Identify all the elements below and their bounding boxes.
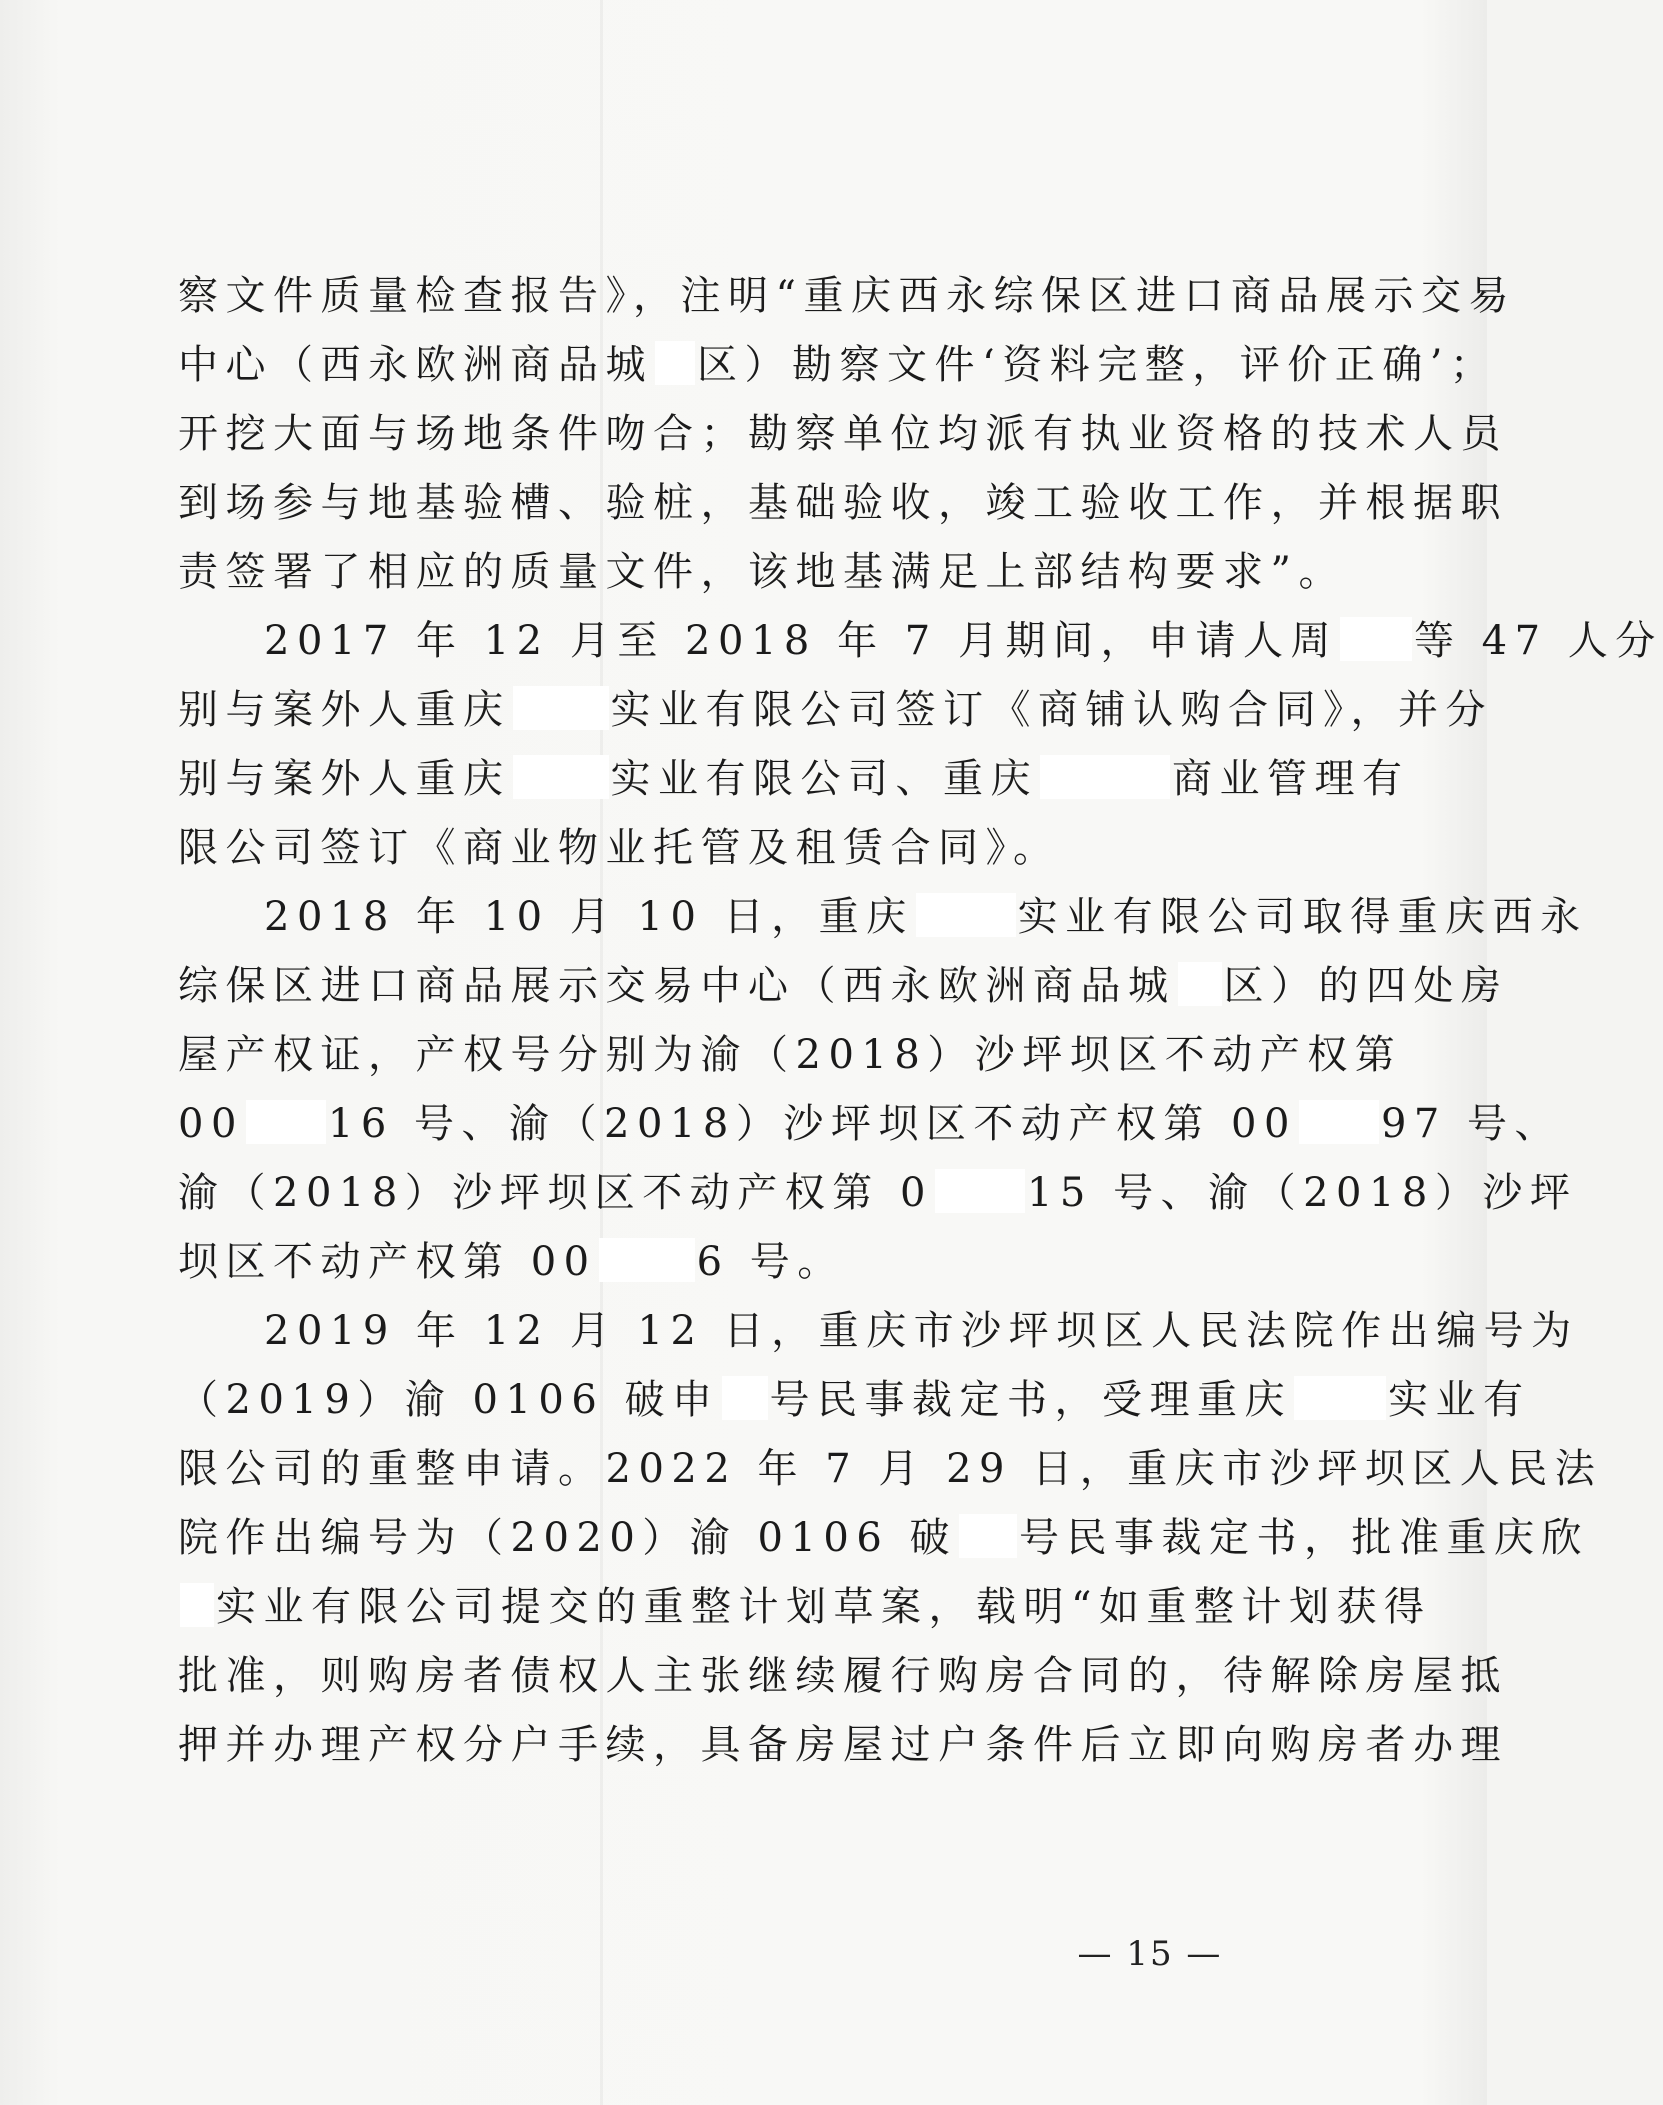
redaction-block <box>935 1169 1025 1213</box>
text-segment: 实业有限公司取得重庆西永 <box>1017 894 1588 940</box>
text-segment: 区）的四处房 <box>1223 963 1509 1009</box>
text-line <box>178 676 1493 745</box>
text-segment: 实业有限公司签订《商铺认购合同》，并分 <box>610 687 1493 733</box>
redaction-block <box>513 755 609 799</box>
redaction-block <box>655 341 695 385</box>
text-line <box>178 1159 1578 1228</box>
text-segment: 2019 年 12 月 12 日，重庆市沙坪坝区人民法院作出编号为 <box>264 1308 1579 1354</box>
redaction-block <box>1294 1376 1386 1420</box>
document-body <box>178 262 1663 1780</box>
text-line <box>178 745 1410 814</box>
text-segment: 6 号。 <box>696 1239 845 1285</box>
redaction-block <box>1340 617 1412 661</box>
text-line <box>178 1021 1403 1090</box>
text-segment: 区）勘察文件‘资料完整，评价正确’； <box>697 342 1498 388</box>
text-line <box>178 952 1509 1021</box>
text-segment: 实业有限公司、重庆 <box>610 756 1038 802</box>
text-segment: 院作出编号为（2020）渝 0106 破 <box>178 1515 958 1561</box>
text-segment: 别与案外人重庆 <box>178 687 511 733</box>
text-segment: 号民事裁定书，受理重庆 <box>769 1377 1293 1423</box>
redaction-block <box>722 1376 768 1420</box>
text-line <box>178 262 1516 331</box>
text-segment: 97 号、 <box>1380 1101 1563 1147</box>
text-segment: 限公司签订《商业物业托管及租赁合同》。 <box>178 825 1061 871</box>
text-line <box>178 1228 1308 1297</box>
text-segment: 到场参与地基验槽、验桩，基础验收，竣工验收工作，并根据职 <box>178 480 1508 526</box>
text-line <box>178 1297 1579 1366</box>
text-line <box>178 814 1308 883</box>
text-segment: 押并办理产权分户手续，具备房屋过户条件后立即向购房者办理 <box>178 1722 1508 1768</box>
text-segment: 限公司的重整申请。2022 年 7 月 29 日，重庆市沙坪坝区人民法 <box>178 1446 1603 1492</box>
text-segment: 渝（2018）沙坪坝区不动产权第 0 <box>178 1170 933 1216</box>
text-line <box>178 400 1508 469</box>
text-segment: 号民事裁定书，批准重庆欣 <box>1019 1515 1590 1561</box>
redaction-block <box>246 1100 326 1144</box>
redaction-block <box>916 893 1016 937</box>
text-segment: 批准，则购房者债权人主张继续履行购房合同的，待解除房屋抵 <box>178 1653 1508 1699</box>
text-segment: 15 号、渝（2018）沙坪 <box>1026 1170 1578 1216</box>
text-line <box>178 1435 1603 1504</box>
text-segment: 坝区不动产权第 00 <box>178 1239 597 1285</box>
text-line <box>178 1090 1563 1159</box>
redaction-block <box>180 1583 214 1627</box>
redaction-block <box>599 1238 695 1282</box>
redaction-block <box>1178 962 1222 1006</box>
page-number: — 15 — <box>1077 1934 1223 1974</box>
text-segment: 别与案外人重庆 <box>178 756 511 802</box>
text-segment: 2017 年 12 月至 2018 年 7 月期间，申请人周 <box>264 618 1338 664</box>
redaction-block <box>1040 755 1170 799</box>
text-segment: 2018 年 10 月 10 日，重庆 <box>264 894 914 940</box>
text-segment: 00 <box>178 1101 244 1147</box>
text-segment: 综保区进口商品展示交易中心（西永欧洲商品城 <box>178 963 1176 1009</box>
text-line <box>178 607 1663 676</box>
text-segment: 实业有限公司提交的重整计划草案，载明“如重整计划获得 <box>216 1584 1432 1630</box>
redaction-block <box>959 1514 1017 1558</box>
text-line <box>178 538 1346 607</box>
text-line <box>178 1642 1508 1711</box>
text-line <box>178 331 1498 400</box>
text-line <box>178 1711 1508 1780</box>
redaction-block <box>513 686 609 730</box>
text-segment: 察文件质量检查报告》，注明“重庆西永综保区进口商品展示交易 <box>178 273 1516 319</box>
redaction-block <box>1299 1100 1379 1144</box>
text-segment: 等 47 人分 <box>1413 618 1663 664</box>
text-line <box>178 1366 1531 1435</box>
text-segment: 实业有 <box>1388 1377 1531 1423</box>
text-line <box>178 1504 1590 1573</box>
text-segment: 16 号、渝（2018）沙坪坝区不动产权第 00 <box>327 1101 1297 1147</box>
text-segment: 中心（西永欧洲商品城 <box>178 342 653 388</box>
text-segment: 开挖大面与场地条件吻合；勘察单位均派有执业资格的技术人员 <box>178 411 1508 457</box>
text-line <box>178 469 1508 538</box>
text-segment: （2019）渝 0106 破申 <box>178 1377 720 1423</box>
text-segment: 责签署了相应的质量文件，该地基满足上部结构要求”。 <box>178 549 1346 595</box>
text-line <box>178 883 1588 952</box>
text-segment: 商业管理有 <box>1172 756 1410 802</box>
text-line <box>178 1573 1432 1642</box>
text-segment: 屋产权证，产权号分别为渝（2018）沙坪坝区不动产权第 <box>178 1032 1403 1078</box>
